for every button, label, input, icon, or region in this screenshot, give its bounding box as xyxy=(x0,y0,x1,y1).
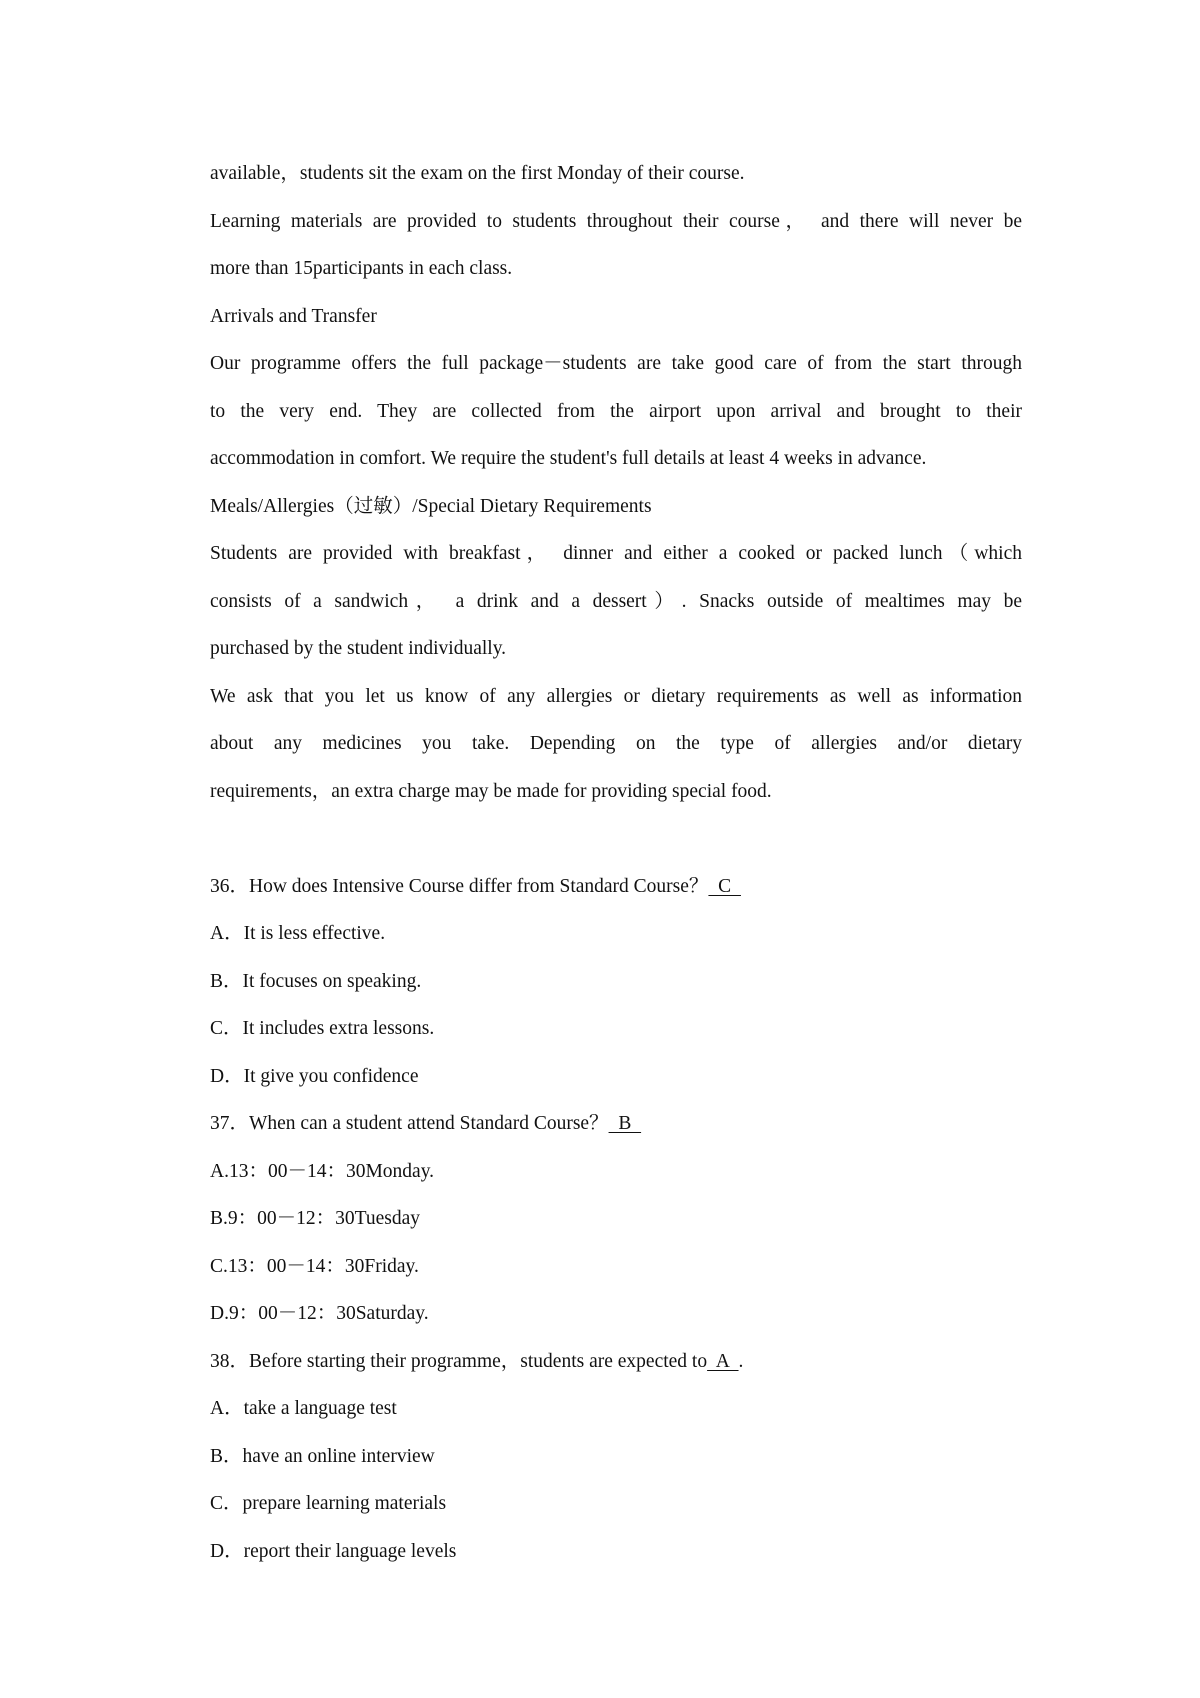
section-heading-arrivals: Arrivals and Transfer xyxy=(210,305,377,327)
option-c: C.13：00－14：30Friday. xyxy=(210,1255,419,1277)
passage-line: about any medicines you take. Depending on the type of allergies and/or dietary xyxy=(210,733,1022,754)
option-a: A.13：00－14：30Monday. xyxy=(210,1160,435,1182)
passage-line: consists of a sandwich， a drink and a dessert）. Snacks outside of mealtimes may be xyxy=(210,590,1022,612)
answer-blank: A xyxy=(707,1350,739,1372)
spacer xyxy=(210,815,1022,863)
document-page xyxy=(210,150,1022,1575)
passage-line: purchased by the student individually. xyxy=(210,638,507,659)
question-tail: . xyxy=(738,1350,744,1372)
question-stem: 36．How does Intensive Course differ from Standard Course？ xyxy=(210,875,709,897)
passage-line: We ask that you let us know of any allergies or dietary requirements as well as information xyxy=(210,685,1022,707)
option-d: D.9：00－12：30Saturday. xyxy=(210,1303,429,1324)
passage-line: available，students sit the exam on the first Monday of their course. xyxy=(210,163,745,184)
question-38 xyxy=(210,1338,1022,1386)
option-d: D．It give you confidence xyxy=(210,1065,419,1087)
passage-line: Our programme offers the full package－students are take good care of from the start through xyxy=(210,353,1022,374)
passage-line: accommodation in comfort. We require the student's full details at least 4 weeks in advance. xyxy=(210,448,927,469)
option-c: C．prepare learning materials xyxy=(210,1493,447,1514)
option-c: C．It includes extra lessons. xyxy=(210,1018,435,1039)
answer-blank: C xyxy=(708,875,741,897)
option-b: B．It focuses on speaking. xyxy=(210,970,422,992)
option-a: A．take a language test xyxy=(210,1398,397,1419)
passage-line: Students are provided with breakfast， dinner and either a cooked or packed lunch（which xyxy=(210,543,1022,564)
option-a: A．It is less effective. xyxy=(210,923,386,944)
option-b: B.9：00－12：30Tuesday xyxy=(210,1208,421,1229)
passage-line: more than 15participants in each class. xyxy=(210,258,513,279)
question-stem: 37．When can a student attend Standard Course？ xyxy=(210,1113,609,1134)
option-b: B．have an online interview xyxy=(210,1445,435,1467)
question-stem: 38．Before starting their programme，students are expected to xyxy=(210,1350,708,1372)
answer-blank: B xyxy=(608,1113,642,1134)
option-d: D．report their language levels xyxy=(210,1540,457,1562)
passage-line: to the very end. They are collected from the airport upon arrival and brought to their xyxy=(210,400,1022,422)
passage-line: Learning materials are provided to students throughout their course， and there will never be xyxy=(210,210,1022,232)
passage-line: requirements，an extra charge may be made for providing special food. xyxy=(210,780,772,802)
question-36 xyxy=(210,863,1022,911)
question-37 xyxy=(210,1100,1022,1148)
section-heading-meals: Meals/Allergies（过敏）/Special Dietary Requirements xyxy=(210,495,652,517)
